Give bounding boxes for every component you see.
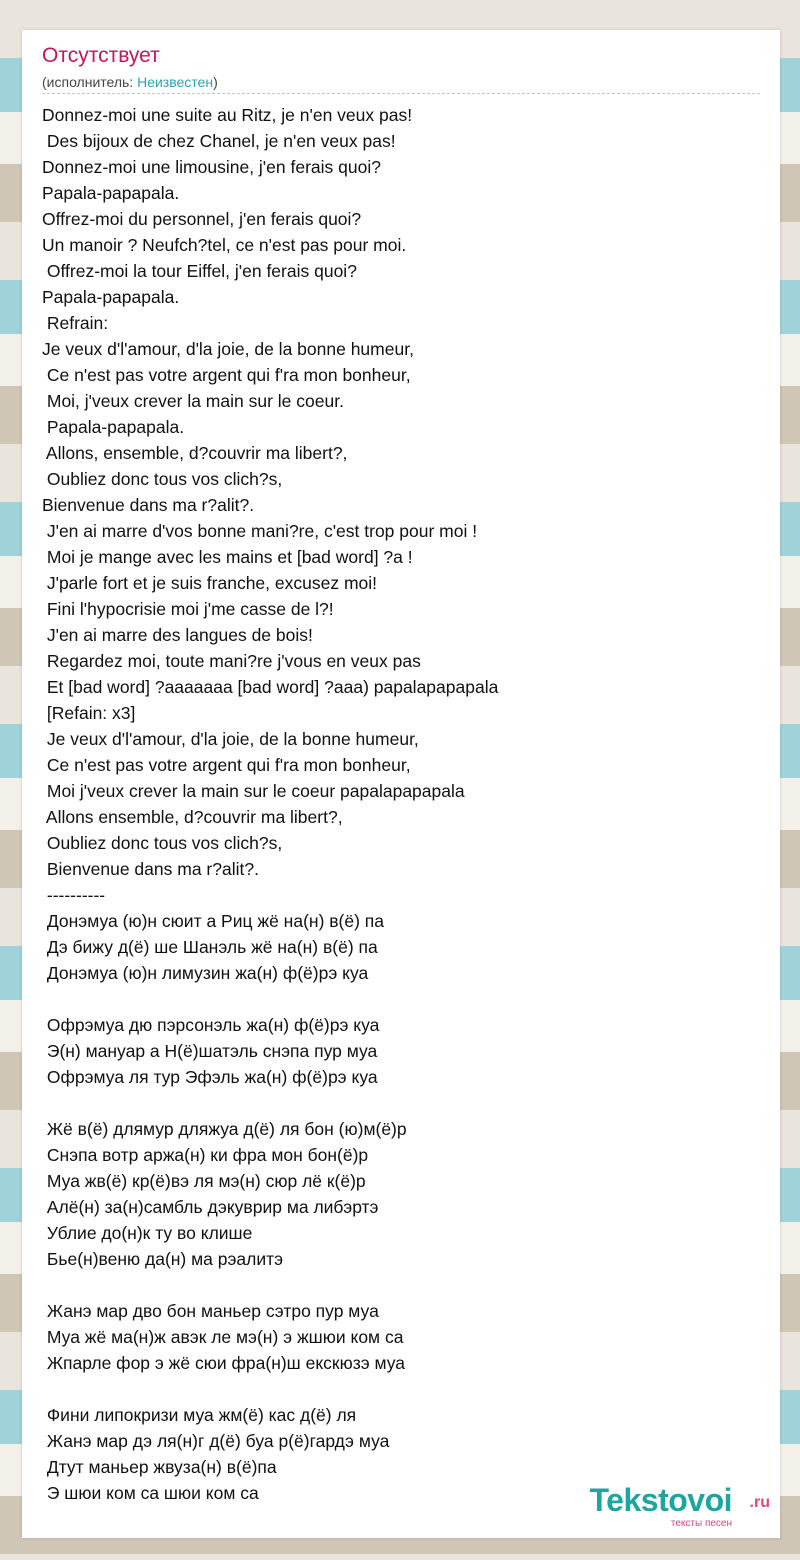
- lyric-line: Донэмуа (ю)н лимузин жа(н) ф(ё)рэ куа: [42, 963, 369, 983]
- lyric-line: Donnez-moi une suite au Ritz, je n'en veux pas!: [42, 105, 413, 125]
- lyric-line: Des bijoux de chez Chanel, je n'en veux pas!: [42, 131, 396, 151]
- lyric-line: Фини липокризи муа жм(ё) кас д(ё) ля: [42, 1405, 357, 1425]
- lyric-line: [42, 986, 762, 1012]
- artist-suffix: ): [213, 74, 218, 90]
- lyric-line: J'parle fort et je suis franche, excusez moi!: [42, 573, 378, 593]
- lyric-line: Дэ бижу д(ё) ше Шанэль жё на(н) в(ё) па: [42, 937, 378, 957]
- lyric-line: Refrain:: [42, 313, 109, 333]
- lyric-line: Ce n'est pas votre argent qui f'ra mon bonheur,: [42, 365, 411, 385]
- lyric-line: ----------: [42, 885, 106, 905]
- lyric-line: Oubliez donc tous vos clich?s,: [42, 833, 283, 853]
- lyric-line: Алё(н) за(н)самбль дэкуврир ма либэртэ: [42, 1197, 379, 1217]
- lyric-line: Муа жв(ё) кр(ё)вэ ля мэ(н) сюр лё к(ё)р: [42, 1171, 366, 1191]
- site-logo[interactable]: [560, 1482, 770, 1530]
- lyric-line: Ce n'est pas votre argent qui f'ra mon bonheur,: [42, 755, 411, 775]
- lyric-line: Moi j'veux crever la main sur le coeur papalapapapala: [42, 781, 465, 801]
- lyric-line: Et [bad word] ?aaaaaaa [bad word] ?aaa) papalapapapala: [42, 677, 499, 697]
- artist-link[interactable]: Неизвестен: [137, 74, 214, 90]
- lyric-line: Снэпа вотр аржа(н) ки фра мон бон(ё)р: [42, 1145, 369, 1165]
- lyric-line: J'en ai marre des langues de bois!: [42, 625, 313, 645]
- header-divider: [42, 93, 760, 94]
- lyric-line: Донэмуа (ю)н сюит а Риц жё на(н) в(ё) па: [42, 911, 385, 931]
- lyric-line: Offrez-moi du personnel, j'en ferais quoi?: [42, 209, 362, 229]
- lyrics-card: [22, 30, 780, 1538]
- lyric-line: Офрэмуа ля тур Эфэль жа(н) ф(ё)рэ куа: [42, 1067, 378, 1087]
- logo-tagline: тексты песен: [670, 1518, 732, 1529]
- artist-prefix: (исполнитель:: [42, 74, 138, 90]
- lyric-line: Papala-papapala.: [42, 417, 185, 437]
- lyric-line: Ублие до(н)к ту во клише: [42, 1223, 253, 1243]
- lyric-line: [Refain: x3]: [42, 703, 136, 723]
- artist-line: [42, 74, 218, 90]
- logo-domain: .ru: [749, 1494, 770, 1511]
- lyric-line: Жанэ мар дэ ля(н)г д(ё) буа р(ё)гардэ муа: [42, 1431, 390, 1451]
- lyric-line: Papala-papapala.: [42, 183, 180, 203]
- lyric-line: Офрэмуа дю пэрсонэль жа(н) ф(ё)рэ куа: [42, 1015, 380, 1035]
- lyric-line: Bienvenue dans ma r?alit?.: [42, 859, 259, 879]
- lyric-line: Je veux d'l'amour, d'la joie, de la bonne humeur,: [42, 339, 414, 359]
- lyric-line: Allons ensemble, d?couvrir ma libert?,: [42, 807, 343, 827]
- lyric-line: Жанэ мар дво бон маньер сэтро пур муа: [42, 1301, 379, 1321]
- lyric-line: Э(н) мануар а Н(ё)шатэль снэпа пур муа: [42, 1041, 378, 1061]
- song-title: Отсутствует: [42, 44, 160, 67]
- lyric-line: Fini l'hypocrisie moi j'me casse de l?!: [42, 599, 334, 619]
- lyric-line: Дтут маньер жвуза(н) в(ё)па: [42, 1457, 277, 1477]
- lyric-line: Donnez-moi une limousine, j'en ferais quoi?: [42, 157, 381, 177]
- lyric-line: Papala-papapala.: [42, 287, 180, 307]
- lyric-line: Oubliez donc tous vos clich?s,: [42, 469, 283, 489]
- lyric-line: Regardez moi, toute mani?re j'vous en veux pas: [42, 651, 421, 671]
- lyrics-text: [42, 102, 762, 1506]
- logo-wordmark: Tekstovoi: [589, 1482, 732, 1518]
- lyric-line: Жё в(ё) длямур дляжуа д(ё) ля бон (ю)м(ё)р: [42, 1119, 407, 1139]
- lyric-line: Allons, ensemble, d?couvrir ma libert?,: [42, 443, 348, 463]
- lyric-line: Bienvenue dans ma r?alit?.: [42, 495, 255, 515]
- lyric-line: Moi je mange avec les mains et [bad word] ?a !: [42, 547, 413, 567]
- lyric-line: Un manoir ? Neufch?tel, ce n'est pas pour moi.: [42, 235, 407, 255]
- lyric-line: Offrez-moi la tour Eiffel, j'en ferais quoi?: [42, 261, 357, 281]
- lyric-line: Э шюи ком са шюи ком са: [42, 1483, 259, 1503]
- lyric-line: Муа жё ма(н)ж авэк ле мэ(н) э жшюи ком са: [42, 1327, 404, 1347]
- lyric-line: Moi, j'veux crever la main sur le coeur.: [42, 391, 344, 411]
- lyric-line: Жпарле фор э жё сюи фра(н)ш екскюзэ муа: [42, 1353, 406, 1373]
- lyric-line: [42, 1090, 762, 1116]
- lyric-line: [42, 1272, 762, 1298]
- lyric-line: Je veux d'l'amour, d'la joie, de la bonne humeur,: [42, 729, 419, 749]
- lyric-line: Бье(н)веню да(н) ма рэалитэ: [42, 1249, 284, 1269]
- lyric-line: [42, 1376, 762, 1402]
- lyric-line: J'en ai marre d'vos bonne mani?re, c'est trop pour moi !: [42, 521, 478, 541]
